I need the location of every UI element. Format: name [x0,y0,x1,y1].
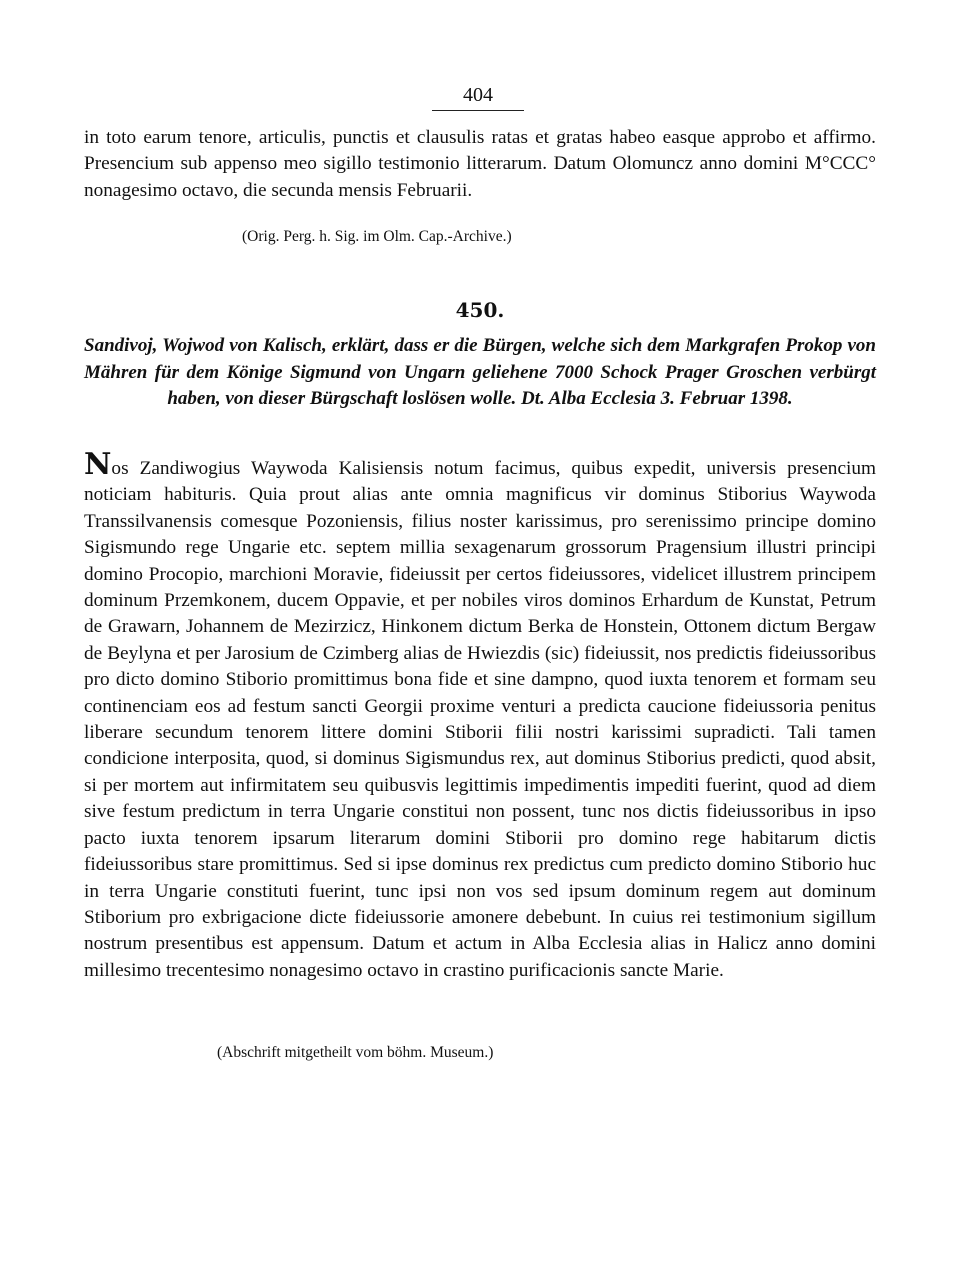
document-body-paragraph [84,447,876,984]
initial-letter: N [84,447,112,482]
previous-document-paragraph: in toto earum tenore, articulis, punctis et clausulis ratas et gratas habeo easque approbo et affirmo. Presencium sub appenso meo sigillo testimonio litterarum. Datum Olomuncz anno domini M°CCC° nonagesimo octavo, die secunda mensis Februarii. [84,127,876,201]
document-body [84,447,876,984]
document-source-note: (Abschrift mitgetheilt vom böhm. Museum.) [217,1044,494,1061]
document-body-text: os Zandiwogius Waywoda Kalisiensis notum facimus, quibus expedit, universis presencium noticiam habituris. Quia prout alias ante omnia magnificus vir dominus Stiborius Waywoda Transsilvanensis comesque Pozoniensis, filius noster karissimus, pro serenissimo principe domino Sigismundo rege Ungarie etc. septem millia sexagenarum grossorum Pragensium illustri principi domino Procopio, marchioni Moravie, fideiussit per certos fideiussores, videlicet illustrem principem dominum Przemkonem, ducem Oppavie, et per nobiles viros dominos Erhardum de Kunstat, Petrum de Grawarn, Johannem de Mezirzicz, Hinkonem dictum Berka de Honstein, Ottonem dictum Bergaw de Beylyna et per Jarosium de Czimberg alias de Hwiezdis (sic) fideiussit, nos predictis fideiussoribus pro dicto domino Stiborio promittimus bona fide et sine dampno, quod iuxta tenorem et formam seu continenciam eos ad festum sancti Georgii proxime venturi a predicta caucione fideiussoria penitus liberare secundum tenorem littere domini Stiborii filii nostri karissimi supradicti. Tali tamen condicione interposita, quod, si dominus Sigismundus rex, aut dominus Stiborius predicti, quod absit, si per mortem aut infirmitatem seu quibusvis legittimis impedimentis impediti fuerint, quod ad diem sive festum predictum in terra Ungarie constitui non possent, tunc nos dictis fideiussoribus in ipso pacto iuxta tenorem ipsarum literarum domini Stiborii pro domino rege habitarum dictis fideiussoribus stare promittimus. Sed si ipse dominus rex predictus cum predicto domino Stiborio huc in terra Ungarie constituti fuerint, tunc ipsi non vos sed ipsum dominum regem aut dominum Stiborium pro exbrigacione dicte fideiussorie amonere debebunt. In cuius rei testimonium sigillum nostrum presentibus est appensum. Datum et actum in Alba Ecclesia alias in Halicz anno domini millesimo trecentesimo nonagesimo octavo in crastino purificacionis sancte Marie. [84,458,876,981]
previous-document-closing-text [84,125,876,204]
document-regest: Sandivoj, Wojwod von Kalisch, erklärt, dass er die Bürgen, welche sich dem Markgrafen Prokop von Mähren für dem Könige Sigmund von Ungarn geliehene 7000 Schock Prager Groschen verbürgt haben, von dieser Bürgschaft loslösen wolle. Dt. Alba Ecclesia 3. Februar 1398. [84,335,876,410]
previous-document-source-note: (Orig. Perg. h. Sig. im Olm. Cap.-Archive.) [242,228,512,245]
page-number: 404 [432,84,524,111]
document-number: 450. [455,298,505,322]
